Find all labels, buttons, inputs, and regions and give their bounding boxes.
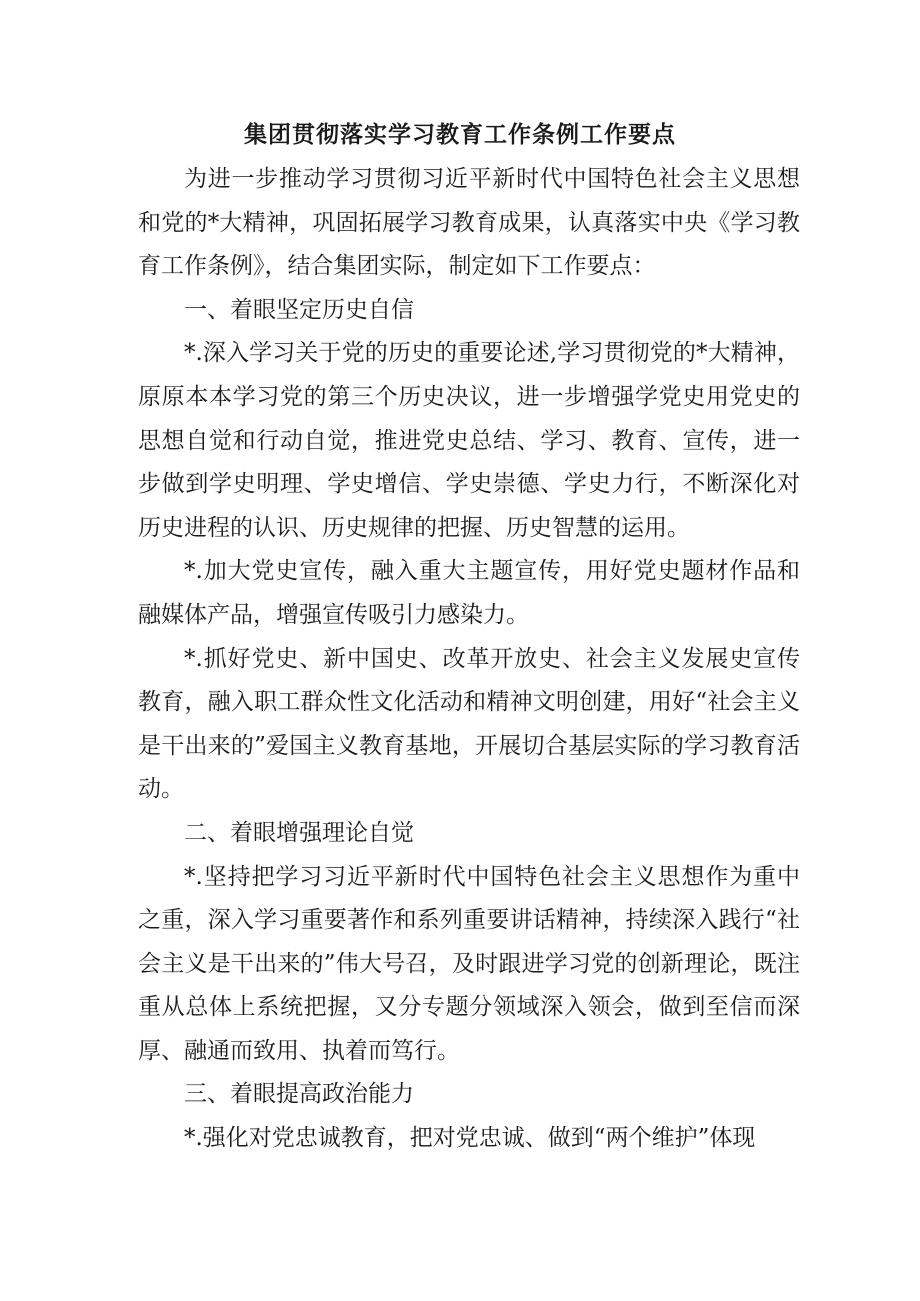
section-paragraph: *.坚持把学习习近平新时代中国特色社会主义思想作为重中之重，深入学习重要著作和系列重要讲话精神，持续深入践行“社会主义是干出来的”伟大号召，及时跟进学习党的创新理论，既注重从总体上系统把握，又分专题分领域深入领会，做到至信而深厚、融通而致用、执着而笃行。 <box>138 863 800 1064</box>
section-paragraph: *.加大党史宣传，融入重大主题宣传，用好党史题材作品和融媒体产品，增强宣传吸引力感染力。 <box>138 558 800 628</box>
document-title: 集团贯彻落实学习教育工作条例工作要点 <box>244 121 676 148</box>
section-heading-history: 一、着眼坚定历史自信 <box>184 296 414 323</box>
section-paragraph: *.强化对党忠诚教育，把对党忠诚、做到“两个维护”体现 <box>184 1125 756 1152</box>
document-body <box>138 158 800 1161</box>
section-heading-theory: 二、着眼增强理论自觉 <box>184 819 414 846</box>
section-heading-politics: 三、着眼提高政治能力 <box>184 1081 414 1108</box>
section-paragraph: *.抓好党史、新中国史、改革开放史、社会主义发展史宣传教育，融入职工群众性文化活动和精神文明创建，用好“社会主义是干出来的”爱国主义教育基地，开展切合基层实际的学习教育活动。 <box>138 645 800 803</box>
section-paragraph: *.深入学习关于党的历史的重要论述,学习贯彻党的*大精神，原原本本学习党的第三个历史决议，进一步增强学党史用党史的思想自觉和行动自觉，推进党史总结、学习、教育、宣传，进一步做到学史明理、学史增信、学史崇德、学史力行，不断深化对历史进程的认识、历史规律的把握、历史智慧的运用。 <box>138 340 800 541</box>
intro-paragraph: 为进一步推动学习贯彻习近平新时代中国特色社会主义思想和党的*大精神，巩固拓展学习教育成果，认真落实中央《学习教育工作条例》，结合集团实际，制定如下工作要点： <box>138 166 800 280</box>
